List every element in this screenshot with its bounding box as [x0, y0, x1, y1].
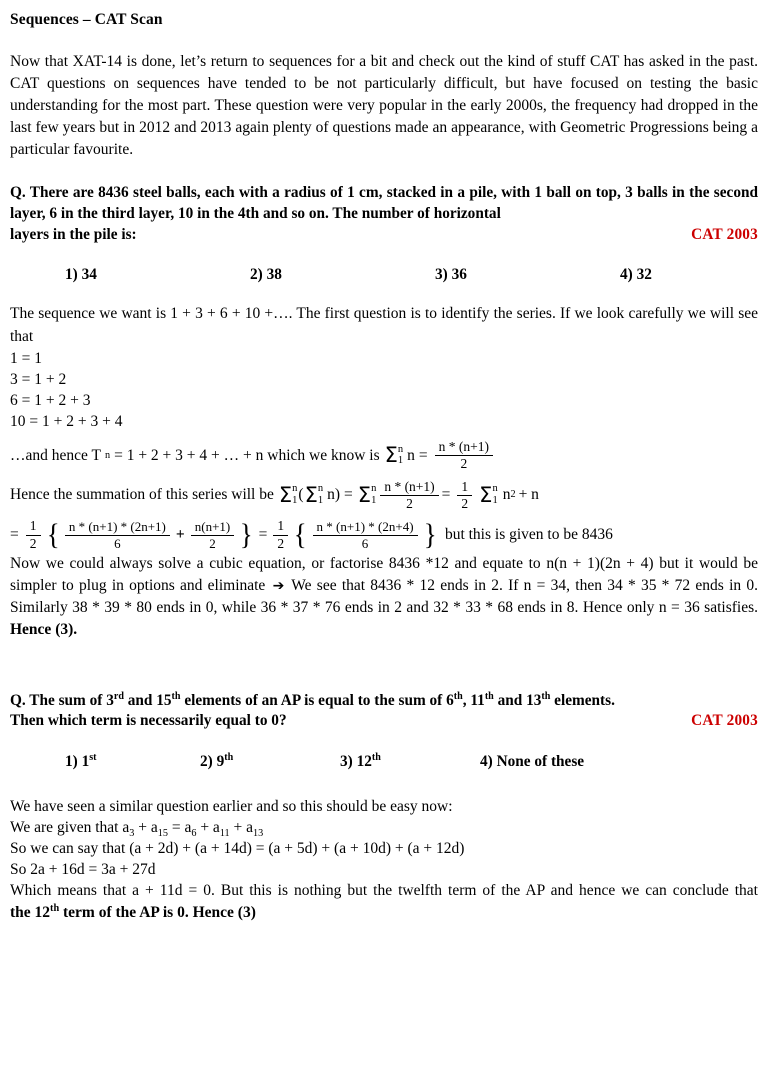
- s2-l2-s1: 3: [129, 827, 135, 839]
- sigma-glyph: Σ: [384, 443, 398, 468]
- sigma-upper-limit: n: [292, 483, 298, 495]
- spacer: [10, 432, 758, 440]
- solution-2-line-4: So 2a + 16d = 3a + 27d: [10, 860, 156, 878]
- summation-symbol-outer: [279, 484, 298, 506]
- s2-l5-text: Which means that a + 11d = 0. But this is nothing but the twelfth term of the AP and hence we can conclude that: [10, 882, 758, 900]
- s2-l2-s4: 11: [219, 827, 230, 839]
- formula-tn: …and hence T n = 1 + 2 + 3 + 4 + … + n which we know is Σ n 1 n = $\frac{n * (n+1)}{2}$: [10, 440, 758, 472]
- inner-sigma-argument: n: [327, 486, 335, 504]
- fraction-one-half-b: [273, 519, 288, 551]
- formula-2-equals-1: =: [344, 486, 353, 504]
- q2-sup-3: th: [453, 690, 463, 702]
- paren-close: ): [334, 486, 341, 504]
- fraction-numerator: n * (n+1): [380, 480, 438, 496]
- summation-symbol: [385, 445, 404, 467]
- question-1-options: [10, 265, 758, 289]
- summation-symbol-inner: [305, 484, 324, 506]
- fraction-denominator: 6: [361, 535, 369, 551]
- s2-l2-p4: + a: [196, 818, 220, 836]
- formula-2-tail-arg: n: [502, 486, 511, 504]
- sigma-limits: [318, 484, 323, 506]
- option-2-3[interactable]: [340, 752, 381, 772]
- question-2-tail-row: [10, 711, 758, 731]
- option-2-4-label: 4) None of these: [480, 752, 585, 770]
- fraction-one-half-a: [26, 519, 41, 551]
- s2-l2-p2: + a: [134, 818, 158, 836]
- sigma-limits: [492, 484, 497, 506]
- solution-2-line-3: So we can say that (a + 2d) + (a + 14d) = (a + 5d) + (a + 10d) + (a + 12d): [10, 839, 465, 857]
- fraction-denominator: 2: [406, 495, 413, 511]
- sigma-lower-limit: 1: [397, 455, 404, 467]
- s2-l2-s5: 13: [253, 827, 264, 839]
- formula-double-summation: Hence the summation of this series will be Σ n 1 ( Σ n 1 n ) = Σ n 1 $\frac{n * (n+1)}{2}$ = $\frac{1}{2}$ Σ n 1 n 2 + n: [10, 478, 539, 511]
- fraction-numerator: n * (n+1) * (2n+1): [65, 520, 170, 536]
- s2-l2-p1: We are given that a: [10, 818, 130, 836]
- sigma-lower-limit: 1: [292, 494, 298, 506]
- question-2-options: [10, 752, 758, 776]
- fraction-first-term: [65, 520, 170, 551]
- brace-close: }: [239, 518, 253, 552]
- s2-concl-p1: the 12: [10, 904, 51, 922]
- fraction-third-term: [313, 520, 418, 551]
- formula-equals: =: [418, 446, 428, 464]
- solution-1-block: [10, 303, 758, 641]
- solution-1-line-1: The sequence we want is 1 + 3 + 6 + 10 +…. The first question is to identify the series. If we look carefully we will see that: [10, 305, 758, 345]
- option-2-2-label: 2) 9: [200, 752, 225, 770]
- sigma-limits: [292, 484, 297, 506]
- option-1-4[interactable]: 4) 32: [620, 266, 652, 284]
- brace-open-2: {: [293, 518, 307, 552]
- formula-2-prefix: Hence the summation of this series will be: [10, 486, 274, 504]
- option-2-2-sup: th: [224, 751, 234, 763]
- option-1-1[interactable]: 1) 34: [65, 266, 97, 284]
- q2-part-4: , 11: [462, 691, 485, 709]
- formula-3-tail: but this is given to be 8436: [444, 526, 613, 543]
- sigma-lower-limit: 1: [317, 494, 324, 506]
- solution-2-line-1: We have seen a similar question earlier and so this should be easy now:: [10, 797, 453, 815]
- fraction-n-n1-over-2: [435, 440, 493, 472]
- sigma-upper-limit: n: [371, 483, 377, 495]
- summation-symbol-third: [358, 484, 377, 506]
- solution-1-explanation: [10, 553, 758, 642]
- s2-concl-p2: term of the AP is 0. Hence (3): [59, 904, 256, 922]
- fraction-denominator: 2: [461, 495, 469, 511]
- option-2-2[interactable]: [200, 752, 233, 772]
- explanation-part-b: We see that 8436 * 12 ends in 2. If n = 34, then 34 * 35 * 72 ends in 0. Similarly 38 * 39 * 80 ends in 0, while 36 * 37 * 76 ends in 2 and 32 * 33 * 68 ends in 8. Hence only n = 36 satisfies.: [10, 577, 758, 617]
- option-2-1-sup: st: [89, 751, 97, 763]
- fraction-denominator: 6: [114, 535, 121, 551]
- fraction-second-term: [191, 520, 235, 551]
- sigma-glyph: Σ: [278, 483, 293, 508]
- q2-part-3: elements of an AP is equal to the sum of 6: [180, 691, 454, 709]
- exam-label-2: CAT 2003: [691, 712, 758, 730]
- s2-l2-s2: 15: [157, 827, 168, 839]
- spacer: [10, 776, 758, 796]
- formula-tn-mid: = 1 + 2 + 3 + 4 + … + n which we know is: [114, 446, 380, 464]
- option-1-3[interactable]: 3) 36: [435, 266, 467, 284]
- solution-1-step-1: 1 = 1: [10, 349, 42, 367]
- q2-sup-4: th: [484, 690, 494, 702]
- fraction-denominator: 2: [277, 535, 285, 551]
- q2-sup-5: th: [541, 690, 551, 702]
- solution-2-block: [10, 796, 758, 925]
- solution-1-answer: Hence (3).: [10, 621, 78, 639]
- sigma-limits: [398, 445, 403, 467]
- sigma-upper-limit: n: [397, 443, 404, 455]
- fraction-numerator: n * (n+1): [435, 440, 493, 456]
- sigma-glyph: Σ: [304, 483, 318, 508]
- option-2-1-label: 1) 1: [65, 752, 90, 770]
- sigma-argument: n: [407, 446, 415, 464]
- question-1-tail-text: layers in the pile is:: [10, 225, 137, 243]
- sigma-lower-limit: 1: [492, 494, 498, 506]
- question-2-block: [10, 690, 758, 776]
- formula-3-plus: +: [175, 526, 185, 543]
- formula-2-equals-2: =: [441, 486, 451, 504]
- solution-2-line-5: [10, 880, 758, 924]
- sigma-upper-limit: n: [492, 483, 498, 495]
- formula-tn-prefix: …and hence T: [10, 446, 101, 464]
- s2-concl-sup: th: [50, 903, 60, 915]
- fraction-denominator: 2: [460, 456, 468, 472]
- brace-open: {: [46, 518, 60, 552]
- right-arrow-icon: ➔: [272, 578, 285, 595]
- solution-2-line-2: [10, 817, 758, 838]
- s2-l2-p5: + a: [229, 818, 254, 836]
- fraction-numerator: n * (n+1) * (2n+4): [313, 520, 418, 536]
- fraction-n-n1-over-2: [380, 480, 438, 512]
- s2-l2-p3: = a: [167, 818, 192, 836]
- s2-l2-s3: 6: [191, 827, 197, 839]
- fraction-numerator: n(n+1): [191, 520, 235, 536]
- fraction-numerator: 1: [26, 519, 41, 535]
- option-2-1[interactable]: [65, 752, 97, 772]
- option-2-4[interactable]: [480, 752, 584, 772]
- solution-1-step-4: 10 = 1 + 2 + 3 + 4: [10, 413, 123, 431]
- sigma-glyph: Σ: [357, 483, 372, 508]
- q2-part-5: and 13: [493, 691, 542, 709]
- sigma-glyph: Σ: [479, 483, 493, 508]
- page-title: Sequences – CAT Scan: [10, 11, 163, 28]
- summation-symbol-fourth: [479, 484, 498, 506]
- sigma-lower-limit: 1: [371, 494, 377, 506]
- solution-2-conclusion: [10, 904, 256, 921]
- solution-1-step-3: 6 = 1 + 2 + 3: [10, 391, 91, 409]
- paren-open: (: [298, 486, 304, 504]
- spacer: [10, 37, 758, 51]
- exam-label-1: CAT 2003: [691, 225, 758, 243]
- spacer: [10, 289, 758, 303]
- spacer: [10, 732, 758, 752]
- spacer: [10, 672, 758, 690]
- option-2-3-label: 3) 12: [340, 752, 372, 770]
- brace-close-2: }: [423, 518, 437, 552]
- spacer: [10, 245, 758, 265]
- explanation-part-a: Now we could always solve a cubic equation, or factorise 8436 *12 and equate to n(n + 1)(2n + 4) but it would be simpler to plug in options and eliminate: [10, 554, 758, 595]
- formula-2-tail-plus: + n: [518, 486, 539, 504]
- q2-part-2: and 15: [123, 691, 172, 709]
- question-2-text: [10, 690, 758, 712]
- fraction-denominator: 2: [209, 535, 216, 551]
- fraction-numerator: 1: [273, 519, 288, 535]
- fraction-numerator: 1: [457, 480, 472, 496]
- formula-braces-expansion: [10, 519, 758, 551]
- question-2-tail-text: Then which term is necessarily equal to 0?: [10, 712, 287, 730]
- sigma-upper-limit: n: [317, 483, 324, 495]
- question-1-block: [10, 182, 758, 290]
- option-1-2[interactable]: 2) 38: [250, 266, 282, 284]
- spacer: [10, 162, 758, 182]
- question-1-text: Q. There are 8436 steel balls, each with a radius of 1 cm, stacked in a pile, with 1 ball on top, 3 balls in the second layer, 6 in the third layer, 10 in the 4th and so on. The number of horizontal: [10, 183, 758, 223]
- q2-sup-2: th: [171, 690, 181, 702]
- sigma-limits: [371, 484, 376, 506]
- q2-part-1: Q. The sum of 3: [10, 691, 114, 709]
- intro-paragraph: Now that XAT-14 is done, let’s return to sequences for a bit and check out the kind of stuff CAT has asked in the past. CAT questions on sequences have tended to be not particularly difficult, but have focused on testing the basic understanding for the most part. These question were very popular in the early 2000s, the frequency had dropped in the last few years but in 2012 and 2013 again plenty of questions made an appearance, with Geometric Progressions being a particular favourite.: [10, 52, 758, 159]
- solution-1-step-2: 3 = 1 + 2: [10, 370, 67, 388]
- fraction-one-half: [457, 480, 472, 512]
- spacer: [10, 642, 758, 672]
- formula-3-equals-2: =: [258, 526, 268, 543]
- q2-sup-1: rd: [113, 690, 124, 702]
- q2-part-6: elements.: [550, 691, 615, 709]
- question-1-tail-row: [10, 225, 758, 245]
- option-2-3-sup: th: [371, 751, 381, 763]
- fraction-denominator: 2: [29, 535, 37, 551]
- formula-3-equals: =: [10, 526, 19, 543]
